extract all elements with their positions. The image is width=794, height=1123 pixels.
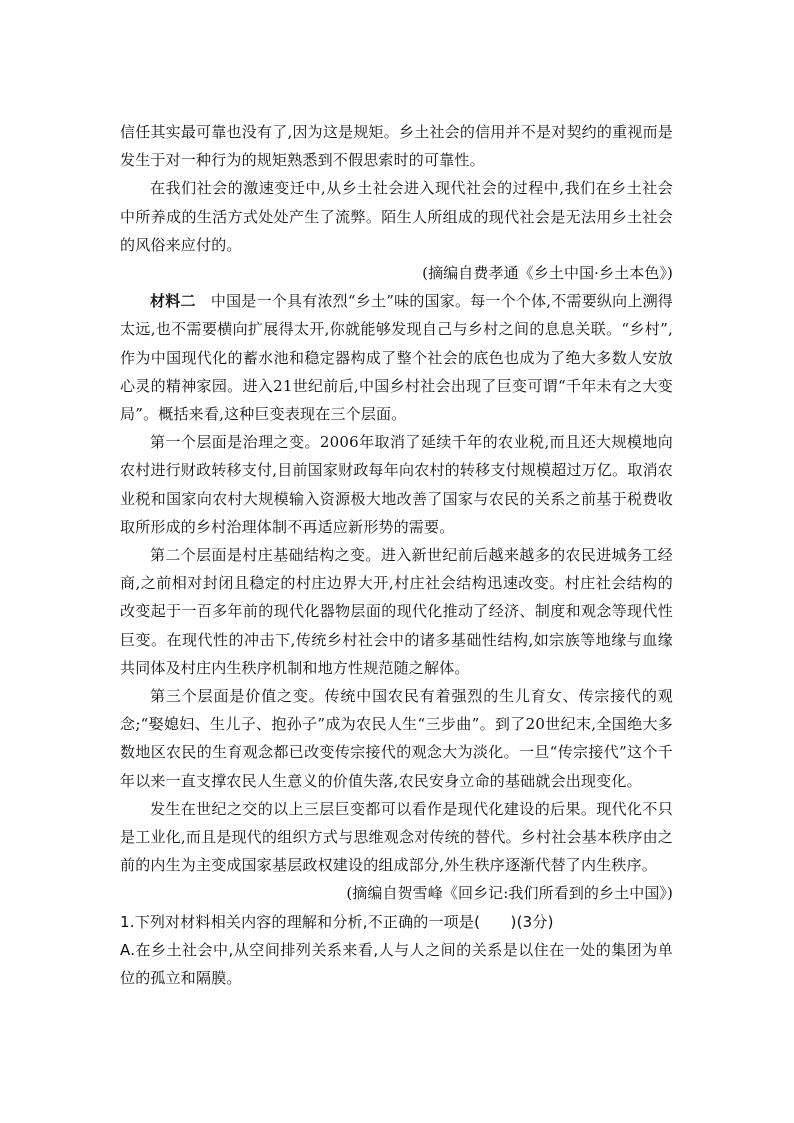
material2-layer3-paragraph: 第三个层面是价值之变。传统中国农民有着强烈的生儿育女、传宗接代的观念;“娶媳妇、生儿子、抱孙子”成为农民人生“三步曲”。到了20世纪末,全国绝大多数地区农民的生育观念都已改变传宗接代的观念大为淡化。一旦“传宗接代”这个千年以来一直支撑农民人生意义的价值失落,农民安身立命的基础就会出现变化。 bbox=[120, 687, 673, 790]
material2-source: (摘编自贺雪峰《回乡记:我们所看到的乡土中国》) bbox=[346, 884, 673, 903]
material1-paragraph-change: 在我们社会的激速变迁中,从乡土社会进入现代社会的过程中,我们在乡土社会中所养成的生活方式处处产生了流弊。陌生人所组成的现代社会是无法用乡土社会的风俗来应付的。 bbox=[120, 179, 673, 254]
material2-intro-paragraph bbox=[120, 287, 673, 428]
material2-layer2-paragraph: 第二个层面是村庄基础结构之变。进入新世纪前后越来越多的农民进城务工经商,之前相对封闭且稳定的村庄边界大开,村庄社会结构迅速改变。村庄社会结构的改变起于一百多年前的现代化器物层面的现代化推动了经济、制度和观念等现代性巨变。在现代性的冲击下,传统乡村社会中的诸多基础性结构,如宗族等地缘与血缘共同体及村庄内生秩序机制和地方性规范随之解体。 bbox=[120, 546, 673, 677]
material2-layer1-paragraph: 第一个层面是治理之变。2006年取消了延续千年的农业税,而且还大规模地向农村进行财政转移支付,目前国家财政每年向农村的转移支付规模超过万亿。取消农业税和国家向农村大规模输入资源极大地改善了国家与农民的关系之前基于税费收取所形成的乡村治理体制不再适应新形势的需要。 bbox=[120, 433, 673, 536]
document-page bbox=[120, 118, 673, 992]
question-1-stem: 1.下列对材料相关内容的理解和分析,不正确的一项是( )(3分) bbox=[120, 912, 554, 931]
material2-label: 材料二 bbox=[150, 292, 196, 311]
material1-source: (摘编自费孝通《乡土中国·乡土本色》) bbox=[422, 264, 673, 283]
question-1-option-a: A.在乡土社会中,从空间排列关系来看,人与人之间的关系是以住在一处的集团为单位的孤立和隔膜。 bbox=[120, 940, 673, 988]
material1-paragraph-trust: 信任其实最可靠也没有了,因为这是规矩。乡土社会的信用并不是对契约的重视而是发生于对一种行为的规矩熟悉到不假思索时的可靠性。 bbox=[120, 123, 673, 170]
material2-conclusion-paragraph: 发生在世纪之交的以上三层巨变都可以看作是现代化建设的后果。现代化不只是工业化,而且是现代的组织方式与思维观念对传统的替代。乡村社会基本秩序由之前的内生为主变成国家基层政权建设的组成部分,外生秩序逐渐代替了内生秩序。 bbox=[120, 799, 673, 875]
material2-intro-text: 中国是一个具有浓烈“乡土”味的国家。每一个个体,不需要纵向上溯得太远,也不需要横向扩展得太开,你就能够发现自己与乡村之间的息息关联。“乡村”,作为中国现代化的蓄水池和稳定器构成了整个社会的底色也成为了绝大多数人安放心灵的精神家园。进入21世纪前后,中国乡村社会出现了巨变可谓“千年未有之大变局”。概括来看,这种巨变表现在三个层面。 bbox=[120, 292, 674, 424]
